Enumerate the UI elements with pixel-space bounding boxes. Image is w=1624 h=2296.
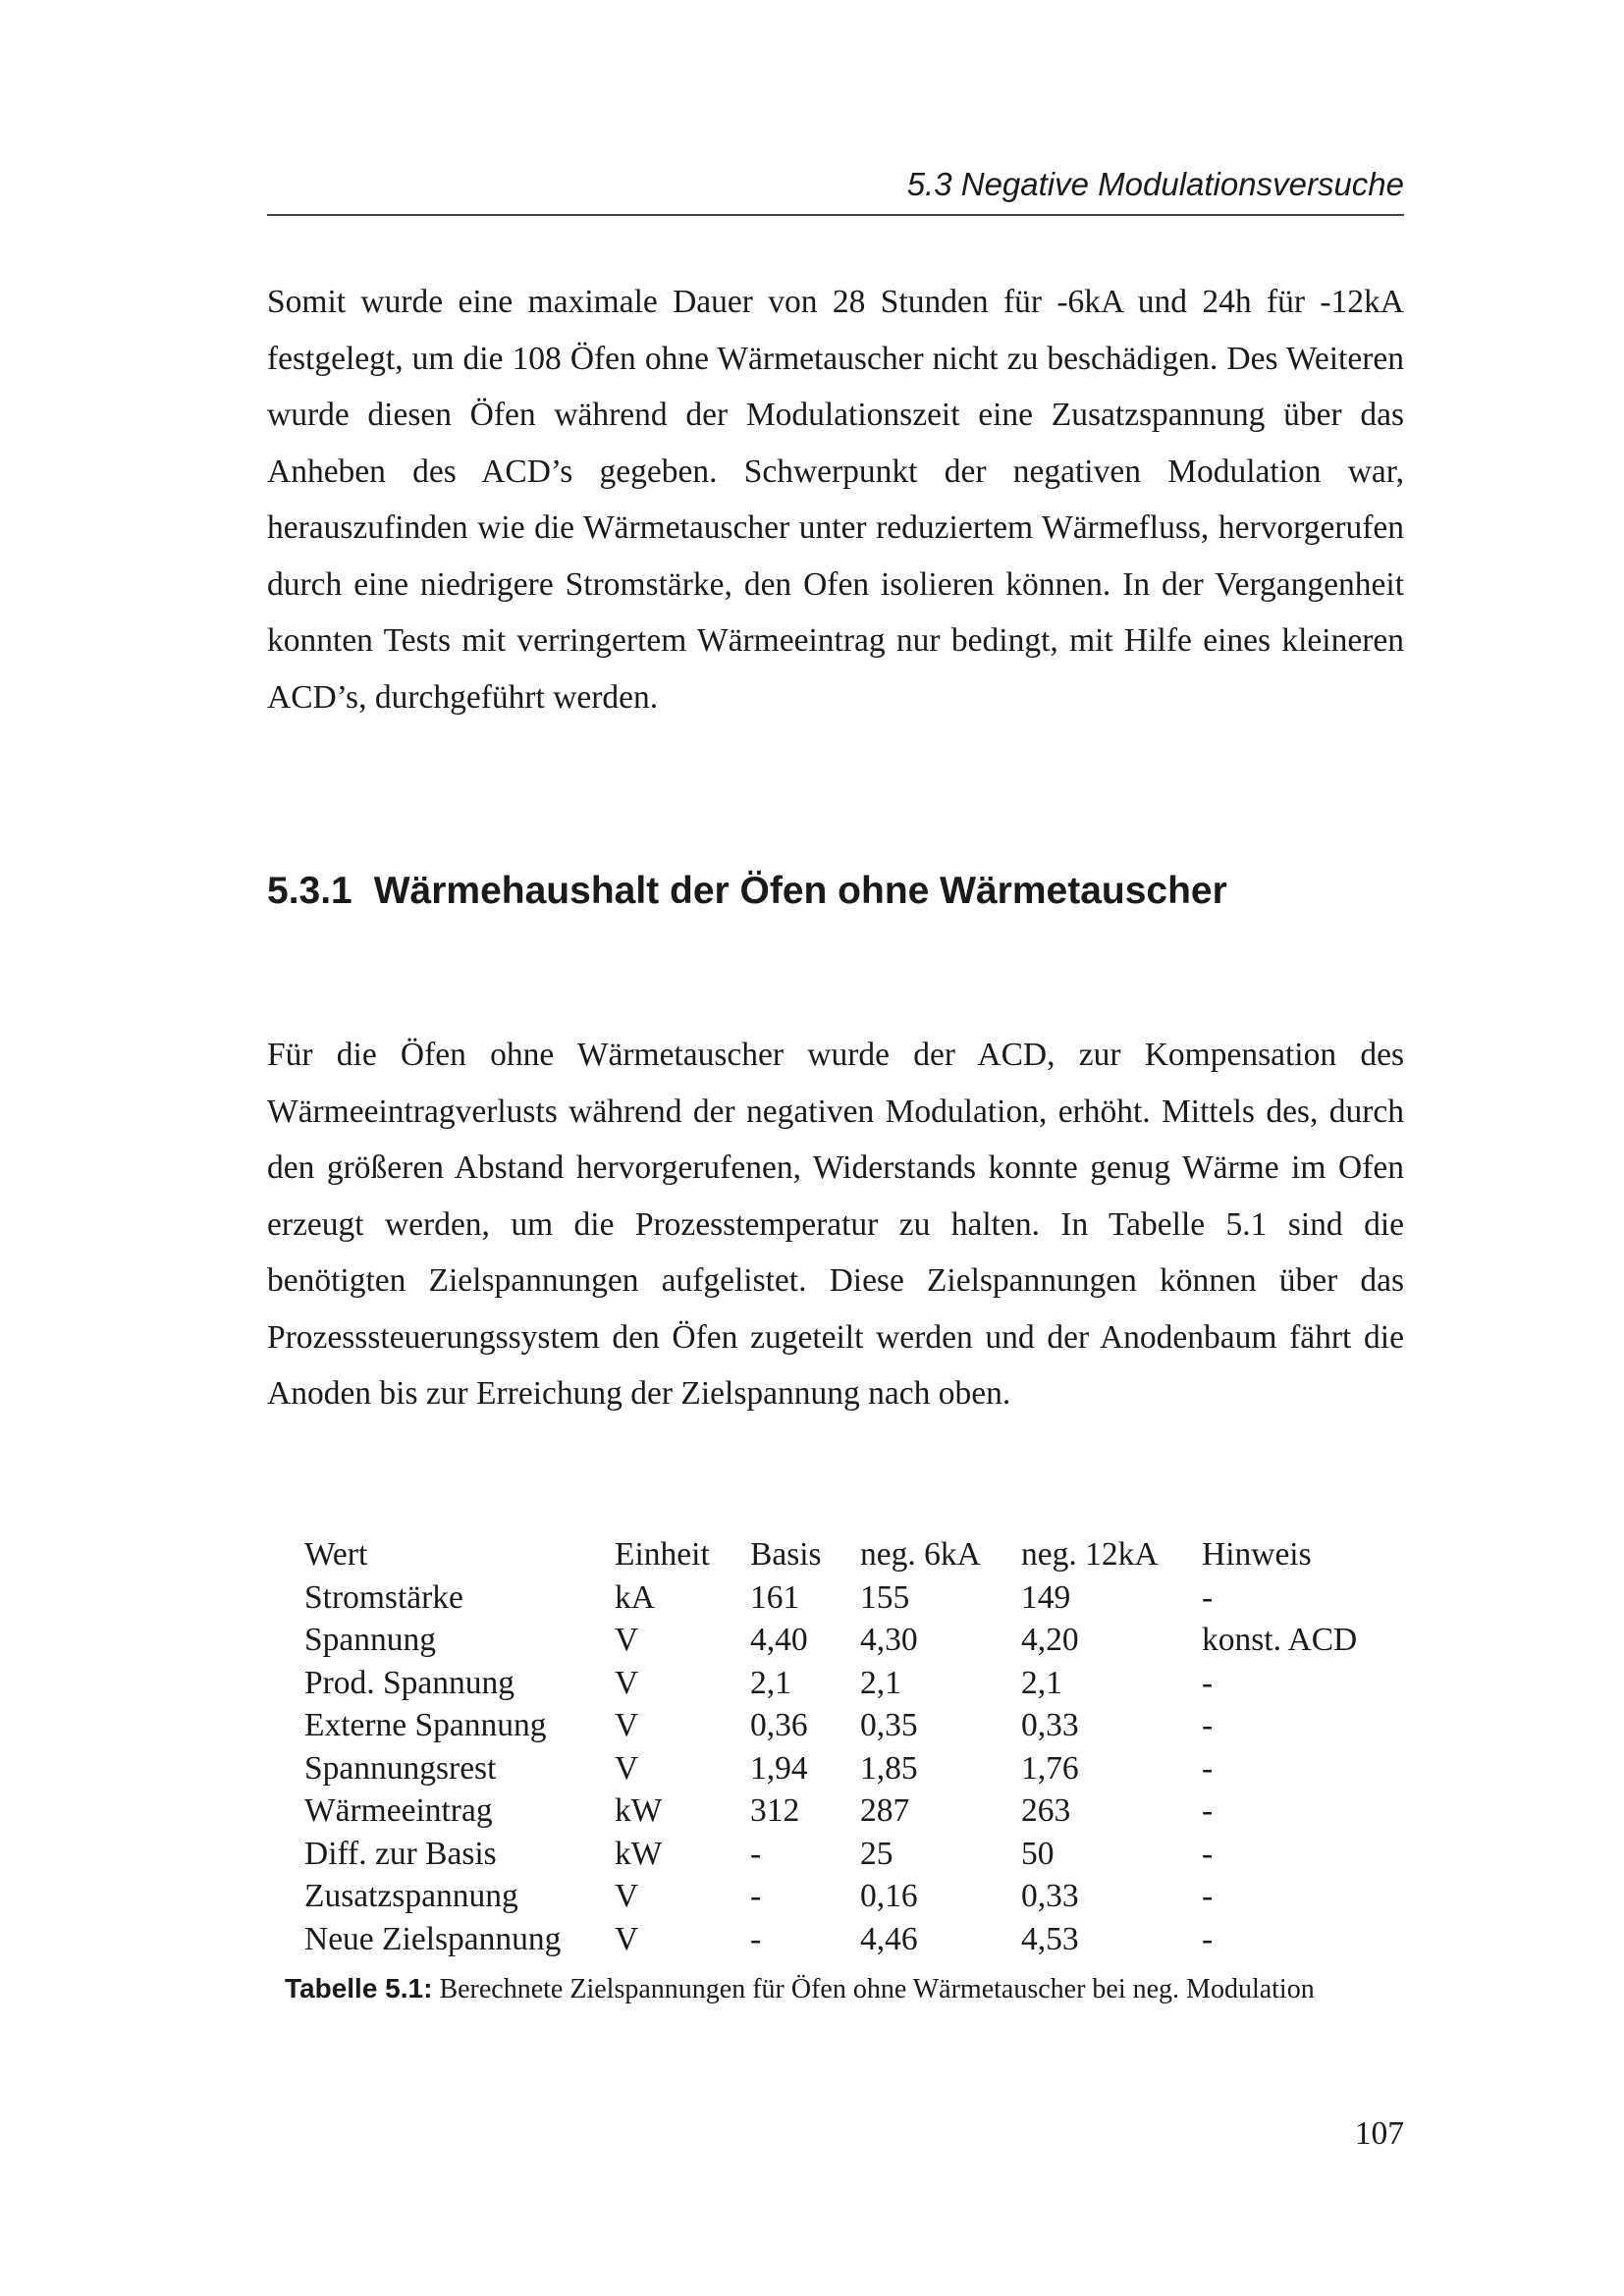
table-cell: 4,40 (750, 1622, 808, 1658)
paragraph-section-body: Für die Öfen ohne Wärmetauscher wurde der ACD, zur Kompensation des Wärmeeintragverlusts während der negativen Modulation, erhöht. Mittels des, durch den größeren Abstand hervorgerufenen, Widerstands konnte genug Wärme im Ofen erzeugt werden, um die Prozesstemperatur zu halten. In Tabelle 5.1 sind die benötigten Zielspannungen aufgelistet. Diese Zielspannungen können über das Prozesssteuerungssystem den Öfen zugeteilt werden und der Anodenbaum fährt die Anoden bis zur Erreichung der Zielspannung nach oben. (267, 1037, 1404, 1412)
table-row (291, 1789, 1379, 1833)
table-row (291, 1747, 1379, 1790)
table-cell: 1,94 (750, 1749, 808, 1787)
table-cell: 2,1 (860, 1664, 901, 1701)
table-caption (285, 1969, 1315, 2009)
table-cell: Stromstärke (304, 1578, 463, 1616)
column-header: neg. 12kA (1021, 1536, 1159, 1573)
table-cell: 25 (860, 1835, 893, 1872)
table-cell: Diff. zur Basis (304, 1835, 497, 1872)
table-cell: 4,20 (1021, 1622, 1079, 1658)
table-row (291, 1704, 1379, 1747)
table-cell: - (1202, 1707, 1214, 1743)
table-cell: Zusatzspannung (304, 1878, 518, 1914)
table-cell: 4,30 (860, 1622, 918, 1658)
table-row (291, 1833, 1379, 1876)
table-cell: 0,35 (860, 1707, 918, 1743)
table-cell: 155 (860, 1578, 910, 1616)
table-row (291, 1918, 1379, 1961)
table-cell: V (615, 1749, 639, 1787)
table-cell: 0,16 (860, 1878, 918, 1914)
table-row (291, 1619, 1379, 1662)
table-cell: 161 (750, 1578, 800, 1616)
table-cell: kA (615, 1578, 655, 1616)
table-cell: V (615, 1878, 639, 1914)
table-cell: V (615, 1664, 639, 1701)
table-cell: 1,85 (860, 1749, 918, 1787)
column-header: Wert (304, 1536, 368, 1573)
section-heading (267, 864, 1404, 919)
voltage-table (291, 1533, 1379, 1960)
table-cell: 312 (750, 1792, 800, 1829)
table-cell: - (1202, 1578, 1214, 1616)
table-cell: Spannungsrest (304, 1749, 497, 1787)
column-header: Basis (750, 1536, 822, 1573)
table-cell: Wärmeeintrag (304, 1792, 493, 1829)
table-row (291, 1875, 1379, 1918)
table-cell: V (615, 1707, 639, 1743)
table-cell: Neue Zielspannung (304, 1920, 562, 1957)
table-cell: kW (615, 1835, 663, 1872)
table-cell: kW (615, 1792, 663, 1829)
section-title: Wärmehaushalt der Öfen ohne Wärmetauscher (373, 870, 1227, 912)
table-cell: - (1202, 1792, 1214, 1829)
table-cell: 2,1 (750, 1664, 791, 1701)
table-cell: - (750, 1920, 762, 1957)
table-cell: 0,36 (750, 1707, 808, 1743)
column-header: Einheit (615, 1536, 710, 1573)
section-number: 5.3.1 (267, 870, 352, 912)
table-caption-text: Berechnete Zielspannungen für Öfen ohne Wärmetauscher bei neg. Modulation (439, 1974, 1315, 2004)
table-row (291, 1662, 1379, 1705)
page-number: 107 (1354, 2115, 1404, 2152)
table-cell: Externe Spannung (304, 1707, 547, 1743)
table-caption-label: Tabelle 5.1: (285, 1973, 433, 2003)
table-cell: 1,76 (1021, 1749, 1079, 1787)
table-cell: - (750, 1878, 762, 1914)
table-cell: 149 (1021, 1578, 1071, 1616)
table-cell: 263 (1021, 1792, 1071, 1829)
table-cell: 0,33 (1021, 1707, 1079, 1743)
table-cell: 2,1 (1021, 1664, 1062, 1701)
running-header-title: 5.3 Negative Modulationsversuche (906, 166, 1404, 202)
table-cell: - (1202, 1835, 1214, 1872)
table-cell: - (1202, 1664, 1214, 1701)
table-header-row (291, 1533, 1379, 1576)
table-cell: - (1202, 1878, 1214, 1914)
table-cell: V (615, 1622, 639, 1658)
table-cell: - (1202, 1920, 1214, 1957)
table-cell: Prod. Spannung (304, 1664, 515, 1701)
table-cell: 4,53 (1021, 1920, 1079, 1957)
table-cell: konst. ACD (1202, 1622, 1358, 1658)
table-cell: 50 (1021, 1835, 1055, 1872)
table-cell: - (750, 1835, 762, 1872)
table-cell: Spannung (304, 1622, 436, 1658)
paragraph-intro: Somit wurde eine maximale Dauer von 28 Stunden für -6kA und 24h für -12kA festgelegt, um die 108 Öfen ohne Wärmetauscher nicht zu beschädigen. Des Weiteren wurde diesen Öfen während der Modulationszeit eine Zusatzspannung über das Anheben des ACD’s gegeben. Schwerpunkt der negativen Modulation war, herauszufinden wie die Wärmetauscher unter reduziertem Wärmefluss, hervorgerufen durch eine niedrigere Stromstärke, den Ofen isolieren können. In der Vergangenheit konnten Tests mit verringertem Wärmeeintrag nur bedingt, mit Hilfe eines kleineren ACD’s, durchgeführt werden. (267, 284, 1404, 716)
column-header: neg. 6kA (860, 1536, 981, 1573)
table-row (291, 1576, 1379, 1620)
table-cell: 0,33 (1021, 1878, 1079, 1914)
running-header (267, 161, 1404, 216)
column-header: Hinweis (1202, 1536, 1312, 1573)
table-cell: 287 (860, 1792, 910, 1829)
table-cell: 4,46 (860, 1920, 918, 1957)
table-cell: V (615, 1920, 639, 1957)
table-cell: - (1202, 1749, 1214, 1787)
